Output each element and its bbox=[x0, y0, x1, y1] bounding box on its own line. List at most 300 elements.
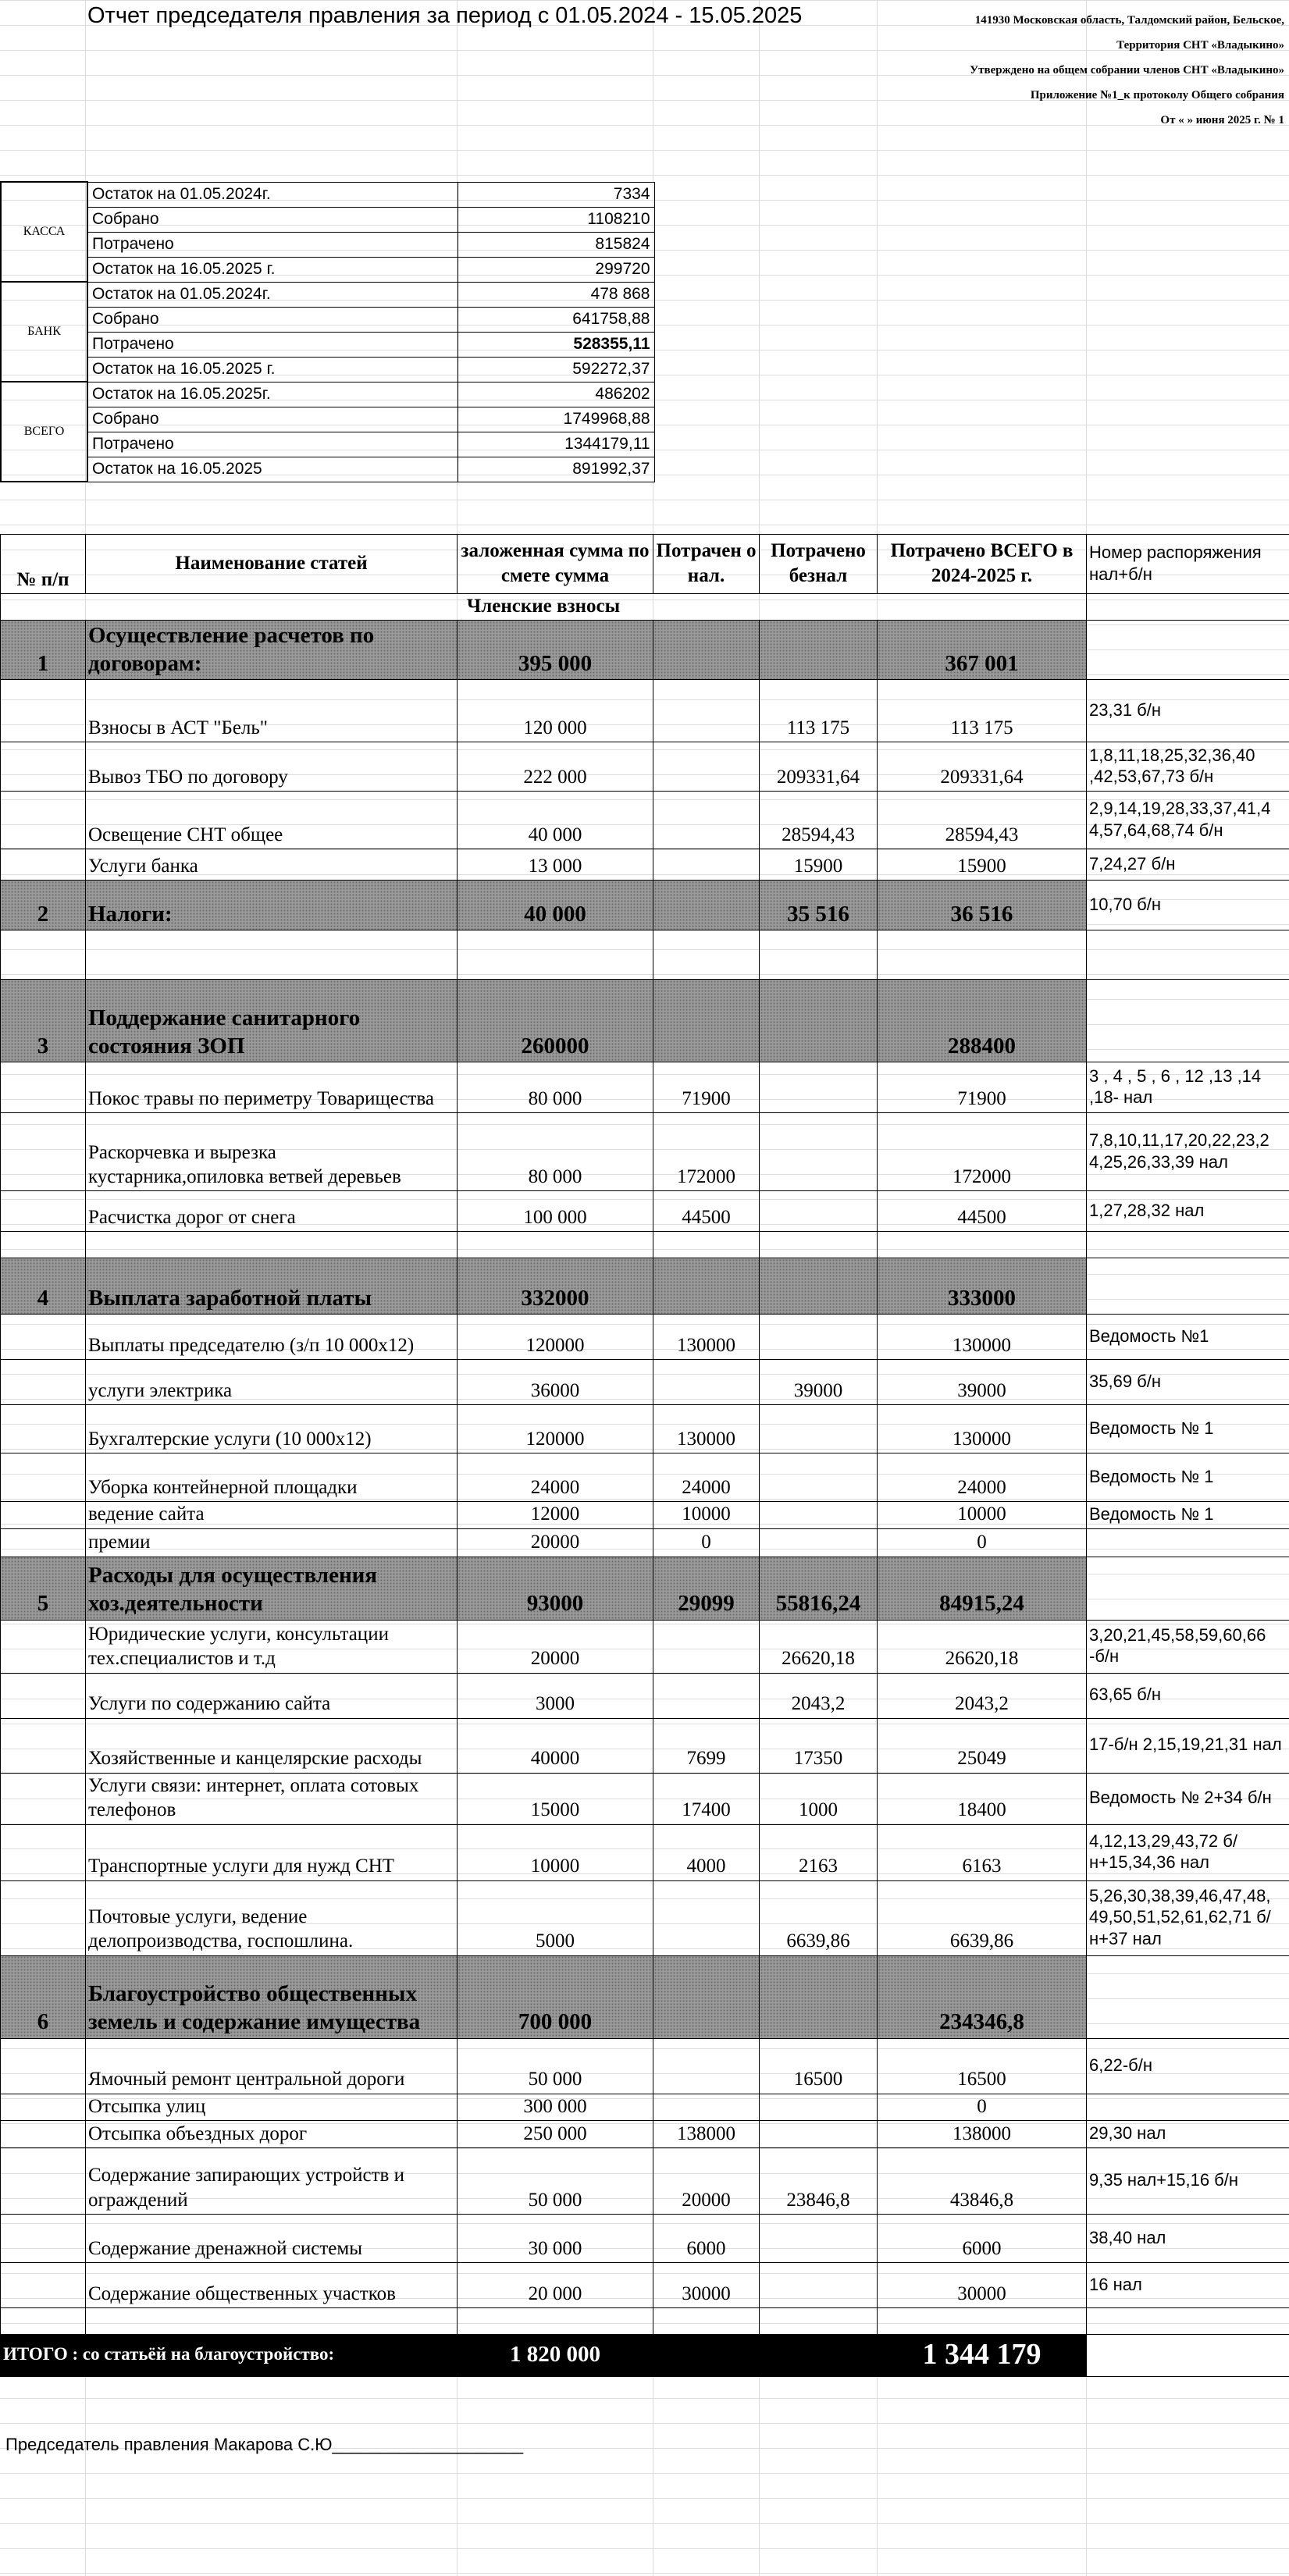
item-row bbox=[1, 2094, 1289, 2120]
item-number bbox=[1, 1620, 86, 1673]
item-cash bbox=[653, 680, 760, 742]
item-order: 7,24,27 б/н bbox=[1087, 849, 1289, 881]
summary-value: 528355,11 bbox=[458, 332, 654, 357]
col-header-total: Потрачено ВСЕГО в 2024-2025 г. bbox=[878, 535, 1087, 594]
blank-cell bbox=[878, 2307, 1087, 2334]
blank-cell bbox=[1, 1232, 86, 1258]
item-name: Отсыпка объездных дорог bbox=[86, 2120, 458, 2147]
item-plan: 20000 bbox=[458, 1620, 653, 1673]
item-plan: 120000 bbox=[458, 1405, 653, 1453]
item-bank: 2043,2 bbox=[760, 1673, 878, 1718]
item-total: 71900 bbox=[878, 1062, 1087, 1113]
item-total: 28594,43 bbox=[878, 792, 1087, 849]
report-title: Отчет председателя правления за период с 01.05.2024 - 15.05.2025 bbox=[87, 3, 803, 28]
section-cash bbox=[653, 881, 760, 930]
blank-row bbox=[1, 930, 1289, 980]
item-total: 30000 bbox=[878, 2262, 1087, 2307]
item-cash bbox=[653, 1360, 760, 1405]
item-total: 39000 bbox=[878, 1360, 1087, 1405]
item-order: Ведомость № 1 bbox=[1087, 1453, 1289, 1502]
item-row bbox=[1, 1062, 1289, 1113]
item-name: Юридические услуги, консультации тех.специалистов и т.д bbox=[86, 1620, 458, 1673]
section-order bbox=[1087, 1258, 1289, 1315]
item-row bbox=[1, 680, 1289, 742]
blank-cell bbox=[760, 1232, 878, 1258]
item-bank bbox=[760, 1191, 878, 1232]
item-name: Расчистка дорог от снега bbox=[86, 1191, 458, 1232]
item-order: 3,20,21,45,58,59,60,66 -б/н bbox=[1087, 1620, 1289, 1673]
section-number: 5 bbox=[1, 1557, 86, 1620]
section-plan: 40 000 bbox=[458, 881, 653, 930]
item-plan: 30 000 bbox=[458, 2214, 653, 2262]
summary-label: Остаток на 16.05.2025 bbox=[87, 457, 458, 482]
total-spent: 1 344 179 bbox=[878, 2334, 1087, 2376]
summary-label: Потрачено bbox=[87, 432, 458, 457]
item-number bbox=[1, 1453, 86, 1502]
item-plan: 24000 bbox=[458, 1453, 653, 1502]
item-order: 16 нал bbox=[1087, 2262, 1289, 2307]
summary-group-label: ВСЕГО bbox=[1, 382, 87, 482]
section-bank bbox=[760, 1258, 878, 1315]
item-order: 29,30 нал bbox=[1087, 2120, 1289, 2147]
item-bank bbox=[760, 1062, 878, 1113]
section-row bbox=[1, 980, 1289, 1062]
summary-label: Потрачено bbox=[87, 332, 458, 357]
section-name: Выплата заработной платы bbox=[86, 1258, 458, 1315]
item-number bbox=[1, 1062, 86, 1113]
item-total: 2043,2 bbox=[878, 1673, 1087, 1718]
group-title-blank bbox=[1087, 594, 1289, 621]
item-row bbox=[1, 1824, 1289, 1880]
grid-hline bbox=[0, 175, 1289, 176]
item-name: Отсыпка улиц bbox=[86, 2094, 458, 2120]
item-cash: 10000 bbox=[653, 1502, 760, 1528]
blank-cell bbox=[653, 2307, 760, 2334]
header-territory: Территория СНТ «Владыкино» bbox=[1116, 39, 1284, 52]
summary-value: 7334 bbox=[458, 182, 654, 207]
section-cash: 29099 bbox=[653, 1557, 760, 1620]
item-bank bbox=[760, 1113, 878, 1191]
grid-hline bbox=[0, 2423, 1289, 2424]
section-number: 2 bbox=[1, 881, 86, 930]
item-name: Освещение СНТ общее bbox=[86, 792, 458, 849]
summary-label: Остаток на 16.05.2025 г. bbox=[87, 257, 458, 282]
item-number bbox=[1, 1360, 86, 1405]
item-cash: 17400 bbox=[653, 1773, 760, 1824]
item-cash bbox=[653, 1620, 760, 1673]
summary-value: 641758,88 bbox=[458, 307, 654, 332]
item-name: Услуги связи: интернет, оплата сотовых телефонов bbox=[86, 1773, 458, 1824]
section-order bbox=[1087, 980, 1289, 1062]
blank-cell bbox=[878, 1232, 1087, 1258]
summary-row bbox=[1, 282, 654, 307]
summary-group-label: БАНК bbox=[1, 282, 87, 382]
item-row bbox=[1, 2147, 1289, 2214]
section-plan: 260000 bbox=[458, 980, 653, 1062]
item-row bbox=[1, 792, 1289, 849]
item-row bbox=[1, 1880, 1289, 1955]
section-row bbox=[1, 1955, 1289, 2038]
summary-value: 486202 bbox=[458, 382, 654, 407]
item-bank: 39000 bbox=[760, 1360, 878, 1405]
summary-label: Остаток на 16.05.2025г. bbox=[87, 382, 458, 407]
item-number bbox=[1, 2094, 86, 2120]
item-bank: 2163 bbox=[760, 1824, 878, 1880]
summary-value: 1344179,11 bbox=[458, 432, 654, 457]
section-total: 234346,8 bbox=[878, 1955, 1087, 2038]
section-plan: 395 000 bbox=[458, 621, 653, 680]
item-name: Бухгалтерские услуги (10 000х12) bbox=[86, 1405, 458, 1453]
item-name: Покос травы по периметру Товарищества bbox=[86, 1062, 458, 1113]
item-plan: 36000 bbox=[458, 1360, 653, 1405]
item-plan: 3000 bbox=[458, 1673, 653, 1718]
item-bank bbox=[760, 1502, 878, 1528]
section-bank bbox=[760, 980, 878, 1062]
item-number bbox=[1, 1880, 86, 1955]
blank-cell bbox=[86, 930, 458, 980]
section-number: 6 bbox=[1, 1955, 86, 2038]
item-plan: 250 000 bbox=[458, 2120, 653, 2147]
total-row bbox=[1, 2334, 1289, 2376]
blank-cell bbox=[1, 2307, 86, 2334]
item-plan: 20 000 bbox=[458, 2262, 653, 2307]
blank-cell bbox=[86, 2307, 458, 2334]
section-order bbox=[1087, 1557, 1289, 1620]
blank-cell bbox=[1, 930, 86, 980]
item-total: 6163 bbox=[878, 1824, 1087, 1880]
blank-cell bbox=[458, 2307, 653, 2334]
item-name: премии bbox=[86, 1528, 458, 1557]
item-row bbox=[1, 1528, 1289, 1557]
item-name: Выплаты председателю (з/п 10 000х12) bbox=[86, 1315, 458, 1360]
grid-hline bbox=[0, 2573, 1289, 2574]
col-header-cash: Потрачен о нал. bbox=[653, 535, 760, 594]
item-plan: 10000 bbox=[458, 1824, 653, 1880]
item-row bbox=[1, 1405, 1289, 1453]
item-cash: 172000 bbox=[653, 1113, 760, 1191]
grid-hline bbox=[0, 2473, 1289, 2474]
blank-cell bbox=[653, 930, 760, 980]
blank-cell bbox=[760, 2307, 878, 2334]
item-order: 7,8,10,11,17,20,22,23,2 4,25,26,33,39 нал bbox=[1087, 1113, 1289, 1191]
item-total: 130000 bbox=[878, 1315, 1087, 1360]
header-address: 141930 Московская область, Талдомский район, Бельское, bbox=[974, 14, 1284, 27]
item-cash bbox=[653, 2094, 760, 2120]
item-cash: 138000 bbox=[653, 2120, 760, 2147]
item-order: 2,9,14,19,28,33,37,41,4 4,57,64,68,74 б/н bbox=[1087, 792, 1289, 849]
item-row bbox=[1, 2214, 1289, 2262]
item-number bbox=[1, 849, 86, 881]
summary-row bbox=[1, 357, 654, 382]
item-cash bbox=[653, 849, 760, 881]
item-order bbox=[1087, 1528, 1289, 1557]
summary-label: Собрано bbox=[87, 307, 458, 332]
section-total: 84915,24 bbox=[878, 1557, 1087, 1620]
item-number bbox=[1, 2120, 86, 2147]
grid-hline bbox=[0, 150, 1289, 151]
item-row bbox=[1, 1315, 1289, 1360]
item-row bbox=[1, 1673, 1289, 1718]
summary-label: Собрано bbox=[87, 407, 458, 432]
summary-value: 1108210 bbox=[458, 207, 654, 232]
item-cash bbox=[653, 1880, 760, 1955]
section-row bbox=[1, 1258, 1289, 1315]
section-cash bbox=[653, 980, 760, 1062]
item-order: 6,22-б/н bbox=[1087, 2038, 1289, 2094]
section-bank: 35 516 bbox=[760, 881, 878, 930]
item-row bbox=[1, 742, 1289, 792]
item-bank: 17350 bbox=[760, 1718, 878, 1773]
item-number bbox=[1, 680, 86, 742]
summary-group-label: КАССА bbox=[1, 182, 87, 282]
item-row bbox=[1, 1502, 1289, 1528]
item-order: 38,40 нал bbox=[1087, 2214, 1289, 2262]
summary-row bbox=[1, 307, 654, 332]
summary-label: Собрано bbox=[87, 207, 458, 232]
item-row bbox=[1, 1360, 1289, 1405]
item-row bbox=[1, 2120, 1289, 2147]
item-order: 17-б/н 2,15,19,21,31 нал bbox=[1087, 1718, 1289, 1773]
section-plan: 332000 bbox=[458, 1258, 653, 1315]
expense-table bbox=[0, 534, 1289, 2377]
item-order: 1,8,11,18,25,32,36,40 ,42,53,67,73 б/н bbox=[1087, 742, 1289, 792]
item-cash bbox=[653, 1673, 760, 1718]
section-name: Расходы для осуществления хоз.деятельности bbox=[86, 1557, 458, 1620]
item-cash: 6000 bbox=[653, 2214, 760, 2262]
section-total: 333000 bbox=[878, 1258, 1087, 1315]
item-number bbox=[1, 2262, 86, 2307]
col-header-order: Номер распоряжения нал+б/н bbox=[1087, 535, 1289, 594]
item-name: Вывоз ТБО по договору bbox=[86, 742, 458, 792]
item-row bbox=[1, 849, 1289, 881]
item-plan: 50 000 bbox=[458, 2038, 653, 2094]
summary-value: 299720 bbox=[458, 257, 654, 282]
item-plan: 80 000 bbox=[458, 1062, 653, 1113]
blank-cell bbox=[1087, 930, 1289, 980]
summary-value: 815824 bbox=[458, 232, 654, 257]
col-header-bank: Потрачено безнал bbox=[760, 535, 878, 594]
item-bank: 16500 bbox=[760, 2038, 878, 2094]
section-name: Налоги: bbox=[86, 881, 458, 930]
item-order: 63,65 б/н bbox=[1087, 1673, 1289, 1718]
item-plan: 300 000 bbox=[458, 2094, 653, 2120]
item-bank bbox=[760, 2120, 878, 2147]
summary-row bbox=[1, 232, 654, 257]
item-name: Содержание запирающих устройств и ограждений bbox=[86, 2147, 458, 2214]
section-bank: 55816,24 bbox=[760, 1557, 878, 1620]
grid-hline bbox=[0, 2548, 1289, 2549]
item-bank: 6639,86 bbox=[760, 1880, 878, 1955]
item-number bbox=[1, 1673, 86, 1718]
item-plan: 5000 bbox=[458, 1880, 653, 1955]
section-name: Благоустройство общественных земель и содержание имущества bbox=[86, 1955, 458, 2038]
item-plan: 222 000 bbox=[458, 742, 653, 792]
item-name: ведение сайта bbox=[86, 1502, 458, 1528]
blank-cell bbox=[458, 930, 653, 980]
item-row bbox=[1, 2262, 1289, 2307]
item-cash: 130000 bbox=[653, 1405, 760, 1453]
signature-line: Председатель правления Макарова С.Ю____________________ bbox=[5, 2435, 524, 2454]
summary-value: 1749968,88 bbox=[458, 407, 654, 432]
item-name: Услуги по содержанию сайта bbox=[86, 1673, 458, 1718]
item-number bbox=[1, 1502, 86, 1528]
summary-label: Остаток на 01.05.2024г. bbox=[87, 182, 458, 207]
total-cash-blank bbox=[653, 2334, 760, 2376]
item-bank bbox=[760, 1528, 878, 1557]
section-bank bbox=[760, 621, 878, 680]
item-number bbox=[1, 2147, 86, 2214]
section-number: 1 bbox=[1, 621, 86, 680]
item-number bbox=[1, 1315, 86, 1360]
item-row bbox=[1, 1718, 1289, 1773]
item-name: Транспортные услуги для нужд СНТ bbox=[86, 1824, 458, 1880]
section-total: 36 516 bbox=[878, 881, 1087, 930]
table-header-row bbox=[1, 535, 1289, 594]
section-row bbox=[1, 881, 1289, 930]
item-total: 113 175 bbox=[878, 680, 1087, 742]
blank-cell bbox=[1087, 1232, 1289, 1258]
item-number bbox=[1, 792, 86, 849]
blank-cell bbox=[653, 1232, 760, 1258]
item-total: 15900 bbox=[878, 849, 1087, 881]
col-header-name: Наименование статей bbox=[86, 535, 458, 594]
section-total: 367 001 bbox=[878, 621, 1087, 680]
item-total: 44500 bbox=[878, 1191, 1087, 1232]
item-row bbox=[1, 1113, 1289, 1191]
item-bank bbox=[760, 1453, 878, 1502]
item-plan: 120000 bbox=[458, 1315, 653, 1360]
item-total: 138000 bbox=[878, 2120, 1087, 2147]
item-bank bbox=[760, 2262, 878, 2307]
item-name: Раскорчевка и вырезка кустарника,опиловка ветвей деревьев bbox=[86, 1113, 458, 1191]
item-bank: 1000 bbox=[760, 1773, 878, 1824]
item-total: 0 bbox=[878, 1528, 1087, 1557]
item-bank: 113 175 bbox=[760, 680, 878, 742]
col-header-number: № п/п bbox=[1, 535, 86, 594]
summary-row bbox=[1, 407, 654, 432]
section-total: 288400 bbox=[878, 980, 1087, 1062]
item-total: 0 bbox=[878, 2094, 1087, 2120]
summary-label: Потрачено bbox=[87, 232, 458, 257]
section-name: Поддержание санитарного состояния ЗОП bbox=[86, 980, 458, 1062]
item-order: 5,26,30,38,39,46,47,48, 49,50,51,52,61,62,71 б/н+37 нал bbox=[1087, 1880, 1289, 1955]
item-cash: 0 bbox=[653, 1528, 760, 1557]
blank-row bbox=[1, 1232, 1289, 1258]
item-cash: 4000 bbox=[653, 1824, 760, 1880]
item-total: 172000 bbox=[878, 1113, 1087, 1191]
item-name: Услуги банка bbox=[86, 849, 458, 881]
grid-hline bbox=[0, 2398, 1289, 2399]
item-number bbox=[1, 1113, 86, 1191]
item-name: Хозяйственные и канцелярские расходы bbox=[86, 1718, 458, 1773]
item-cash: 71900 bbox=[653, 1062, 760, 1113]
summary-value: 592272,37 bbox=[458, 357, 654, 382]
item-bank: 23846,8 bbox=[760, 2147, 878, 2214]
item-bank bbox=[760, 2214, 878, 2262]
item-number bbox=[1, 1405, 86, 1453]
item-total: 43846,8 bbox=[878, 2147, 1087, 2214]
item-plan: 120 000 bbox=[458, 680, 653, 742]
item-total: 130000 bbox=[878, 1405, 1087, 1453]
item-name: Содержание общественных участков bbox=[86, 2262, 458, 2307]
item-plan: 80 000 bbox=[458, 1113, 653, 1191]
header-approved: Утверждено на общем собрании членов СНТ «Владыкино» bbox=[970, 64, 1284, 76]
blank-cell bbox=[458, 1232, 653, 1258]
item-total: 6639,86 bbox=[878, 1880, 1087, 1955]
section-plan: 93000 bbox=[458, 1557, 653, 1620]
section-plan: 700 000 bbox=[458, 1955, 653, 2038]
item-order: 35,69 б/н bbox=[1087, 1360, 1289, 1405]
item-row bbox=[1, 1773, 1289, 1824]
item-number bbox=[1, 2038, 86, 2094]
item-bank bbox=[760, 1405, 878, 1453]
total-label: ИТОГО : со статьёй на благоустройство: bbox=[1, 2334, 458, 2376]
summary-row bbox=[1, 257, 654, 282]
item-plan: 20000 bbox=[458, 1528, 653, 1557]
group-title-row bbox=[1, 594, 1289, 621]
item-order: Ведомость №1 bbox=[1087, 1315, 1289, 1360]
item-number bbox=[1, 742, 86, 792]
section-order: 10,70 б/н bbox=[1087, 881, 1289, 930]
item-name: Взносы в АСТ "Бель" bbox=[86, 680, 458, 742]
grid-hline bbox=[0, 50, 1289, 51]
item-bank: 15900 bbox=[760, 849, 878, 881]
item-cash bbox=[653, 742, 760, 792]
item-order: Ведомость № 2+34 б/н bbox=[1087, 1773, 1289, 1824]
item-cash: 44500 bbox=[653, 1191, 760, 1232]
blank-row bbox=[1, 2307, 1289, 2334]
section-number: 4 bbox=[1, 1258, 86, 1315]
item-order: 3 , 4 , 5 , 6 , 12 ,13 ,14 ,18- нал bbox=[1087, 1062, 1289, 1113]
blank-cell bbox=[86, 1232, 458, 1258]
item-cash bbox=[653, 2038, 760, 2094]
item-order: 23,31 б/н bbox=[1087, 680, 1289, 742]
total-order-blank bbox=[1087, 2334, 1289, 2376]
summary-value: 478 868 bbox=[458, 282, 654, 307]
section-cash bbox=[653, 621, 760, 680]
grid-hline bbox=[0, 0, 1289, 1]
item-name: Содержание дренажной системы bbox=[86, 2214, 458, 2262]
item-name: услуги электрика bbox=[86, 1360, 458, 1405]
grid-hline bbox=[0, 2498, 1289, 2499]
item-bank: 28594,43 bbox=[760, 792, 878, 849]
total-planned: 1 820 000 bbox=[458, 2334, 653, 2376]
col-header-planned: заложенная сумма по смете сумма bbox=[458, 535, 653, 594]
item-row bbox=[1, 1620, 1289, 1673]
section-order bbox=[1087, 621, 1289, 680]
summary-row bbox=[1, 332, 654, 357]
item-row bbox=[1, 2038, 1289, 2094]
item-cash: 24000 bbox=[653, 1453, 760, 1502]
section-cash bbox=[653, 1955, 760, 2038]
summary-row bbox=[1, 182, 654, 207]
item-plan: 12000 bbox=[458, 1502, 653, 1528]
item-row bbox=[1, 1191, 1289, 1232]
section-cash bbox=[653, 1258, 760, 1315]
balance-summary-table bbox=[0, 181, 655, 482]
item-cash: 7699 bbox=[653, 1718, 760, 1773]
item-total: 209331,64 bbox=[878, 742, 1087, 792]
item-total: 25049 bbox=[878, 1718, 1087, 1773]
item-cash: 20000 bbox=[653, 2147, 760, 2214]
item-name: Уборка контейнерной площадки bbox=[86, 1453, 458, 1502]
item-order bbox=[1087, 2094, 1289, 2120]
summary-row bbox=[1, 457, 654, 482]
section-order bbox=[1087, 1955, 1289, 2038]
item-bank bbox=[760, 1315, 878, 1360]
item-cash: 130000 bbox=[653, 1315, 760, 1360]
item-plan: 50 000 bbox=[458, 2147, 653, 2214]
